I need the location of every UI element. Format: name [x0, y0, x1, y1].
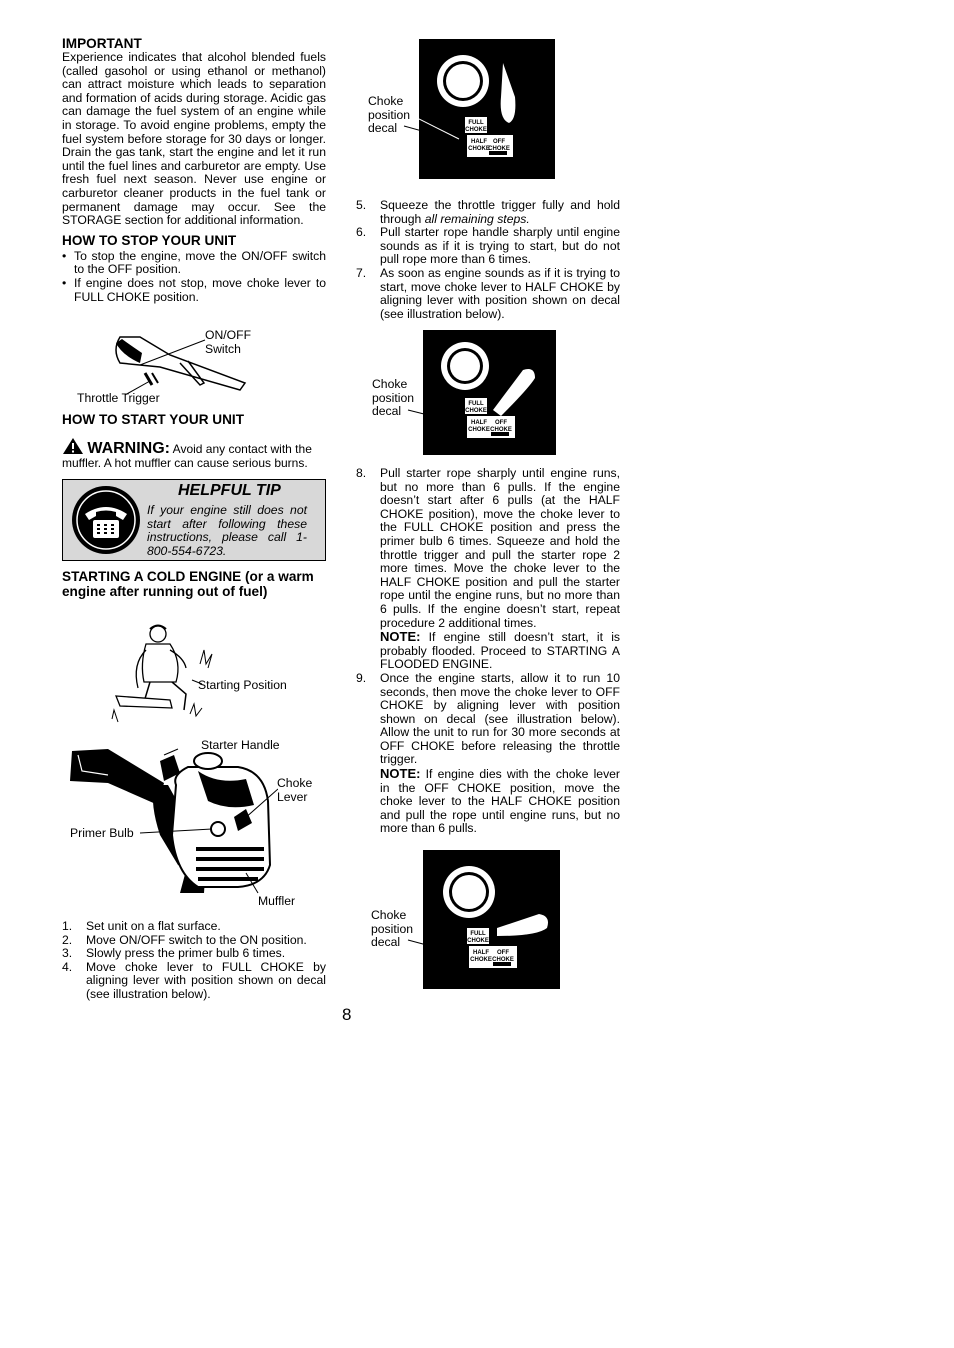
onoff-label-line1: ON/OFF [205, 328, 252, 342]
note-label: NOTE: [380, 629, 421, 645]
tip-title: HELPFUL TIP [178, 482, 281, 500]
engine-illustration [68, 745, 278, 895]
decal-choke-text: CHOKE [470, 957, 492, 963]
decal-label-line3: decal [368, 121, 398, 136]
decal-off-text: OFF [497, 950, 509, 956]
muffler-label: Muffler [258, 894, 296, 908]
step-text: As soon as engine sounds as if it is trying to start, move choke lever to HALF CHOKE by aligning lever with position shown on decal (see illustration below). [380, 265, 620, 321]
primer-bulb-label: Primer Bulb [70, 826, 134, 840]
step-text: Pull starter rope sharply until engine runs, but no more than 6 pulls. If the engine doesn’t start after 6 pulls (at the HALF CHOKE position), move the choke lever to the FULL CHOKE position and press the primer bulb 6 times. Squeeze and hold the throttle trigger and pull the starter rope 2 more times. Move the choke lever to the HALF CHOKE position and pull the starter rope until the engine runs, but no more than 6 pulls. If the engine doesn’t start, repeat procedure 2 additional times. [380, 466, 620, 630]
step-text: Set unit on a flat surface. [86, 919, 221, 933]
step-number: 6. [356, 225, 367, 240]
decal-choke-text: CHOKE [465, 408, 487, 414]
decal-label-line3: decal [371, 935, 401, 950]
list-item: • If engine does not stop, move choke lever to FULL CHOKE position. [62, 277, 326, 304]
decal-label-line1: Choke [371, 908, 407, 922]
choke-decal-label [372, 378, 414, 419]
decal-label-line1: Choke [368, 94, 404, 108]
step-text: Move choke lever to FULL CHOKE by aligning lever with position shown on decal (see illustration below). [86, 959, 326, 1001]
starting-position-illustration [110, 624, 220, 729]
stop-list [62, 250, 326, 304]
choke-decal-label [368, 95, 410, 136]
starting-position-label: Starting Position [198, 678, 287, 692]
step-text: Move ON/OFF switch to the ON position. [86, 932, 307, 947]
list-item [62, 934, 326, 948]
list-item [62, 961, 326, 1002]
warning [62, 437, 326, 470]
helpful-tip-box [62, 479, 326, 561]
step-text: Slowly press the primer bulb 6 times. [86, 946, 286, 961]
step-number: 4. [62, 959, 73, 974]
step-number: 9. [356, 670, 367, 685]
decal-full-text: FULL [468, 120, 484, 126]
decal-label-line2: position [368, 107, 411, 122]
decal-label-line3: decal [372, 404, 402, 419]
note-label: NOTE: [380, 766, 421, 782]
choke-decal-off [423, 850, 560, 994]
choke-decal-label [371, 909, 413, 950]
list-item [356, 672, 620, 836]
cold-start-heading: STARTING A COLD ENGINE (or a warm engine after running out of fuel) [62, 569, 314, 600]
decal-choke-text: CHOKE [465, 127, 487, 133]
choke-decal-full [419, 39, 555, 184]
step-text: Pull starter rope handle sharply until engine sounds as if it is trying to start, but do not pull rope more than 6 times. [380, 225, 620, 267]
list-item [356, 467, 620, 672]
warning-icon [62, 437, 84, 455]
start-heading: HOW TO START YOUR UNIT [62, 412, 245, 428]
decal-choke-text: CHOKE [467, 938, 489, 944]
decal-label-line1: Choke [372, 377, 408, 391]
list-item: • To stop the engine, move the ON/OFF switch to the OFF position. [62, 250, 326, 277]
step-number: 3. [62, 946, 73, 961]
step-number: 1. [62, 919, 73, 933]
decal-choke-text: CHOKE [468, 427, 490, 433]
warning-text: Avoid any contact with the muffler. A hot muffler can cause serious burns. [62, 442, 312, 471]
list-item [62, 920, 326, 934]
decal-label-line2: position [371, 921, 414, 936]
note-text: If engine still doesn’t start, it is probably flooded. Proceed to STARTING A FLOODED ENGINE. [380, 630, 620, 672]
list-item [356, 226, 620, 267]
tip-text: If your engine still does not start after following these instructions, please call 1-800-554-6723. [147, 503, 307, 558]
stop-heading: HOW TO STOP YOUR UNIT [62, 232, 237, 248]
step-text: Squeeze the throttle trigger fully and hold through [380, 198, 620, 226]
step-number: 8. [356, 466, 367, 480]
page-number: 8 [342, 1005, 352, 1024]
list-item [62, 947, 326, 961]
phone-icon [66, 480, 146, 560]
decal-label-line2: position [372, 390, 415, 405]
step-text: Once the engine starts, allow it to run 10 seconds, then move the choke lever to OFF CHOKE by aligning lever with position shown on decal (see illustration below). Allow the unit to run for 30 more seconds at OFF CHOKE before releasing the throttle trigger. [380, 670, 620, 767]
decal-half-text: HALF [471, 420, 487, 426]
steps-5-7 [356, 199, 620, 321]
starter-handle-label: Starter Handle [201, 738, 280, 752]
choke-lever-label [277, 777, 312, 804]
important-text: Experience indicates that alcohol blended fuels (called gasohol or using ethanol or methanol) can attract moisture which leads to separation and formation of acids during storage. Acidic gas can damage the fuel system of an engine while in storage. To avoid engine problems, empty the fuel system before storage for 30 days or longer. Drain the gas tank, start the engine and let it run until the fuel lines and carburetor are empty. Use fresh fuel next season. Never use engine or carburetor cleaner products in the fuel tank or permanent damage may occur. See the STORAGE section for additional information. [62, 50, 326, 228]
decal-choke-text: CHOKE [488, 146, 510, 152]
onoff-switch-label [205, 329, 251, 356]
steps-left [62, 920, 326, 1002]
step-emphasis: all remaining steps. [424, 211, 530, 226]
choke-lever-label-line2: Lever [277, 789, 308, 804]
left-column [62, 36, 326, 599]
decal-full-text: FULL [468, 401, 484, 407]
decal-choke-text: CHOKE [490, 427, 512, 433]
choke-lever-label-line1: Choke [277, 776, 313, 790]
list-item [356, 267, 620, 321]
step-number: 2. [62, 932, 73, 947]
important-heading: IMPORTANT [62, 36, 142, 51]
decal-choke-text: CHOKE [468, 146, 490, 152]
decal-choke-text: CHOKE [492, 957, 514, 963]
steps-8-9 [356, 467, 620, 836]
throttle-trigger-label: Throttle Trigger [77, 391, 160, 405]
decal-off-text: OFF [495, 420, 507, 426]
decal-full-text: FULL [470, 931, 486, 937]
decal-half-text: HALF [473, 950, 489, 956]
step-number: 5. [356, 198, 367, 212]
onoff-label-line2: Switch [205, 341, 241, 356]
choke-decal-half [423, 330, 556, 460]
decal-half-text: HALF [471, 139, 487, 145]
step-number: 7. [356, 265, 367, 280]
warning-word: WARNING: [87, 440, 170, 458]
list-item [356, 199, 620, 226]
note-text: If engine dies with the choke lever in the OFF CHOKE position, move the choke lever to the HALF CHOKE position and pull the rope until engine runs, but no more than 6 pulls. [380, 767, 620, 836]
decal-off-text: OFF [493, 139, 505, 145]
